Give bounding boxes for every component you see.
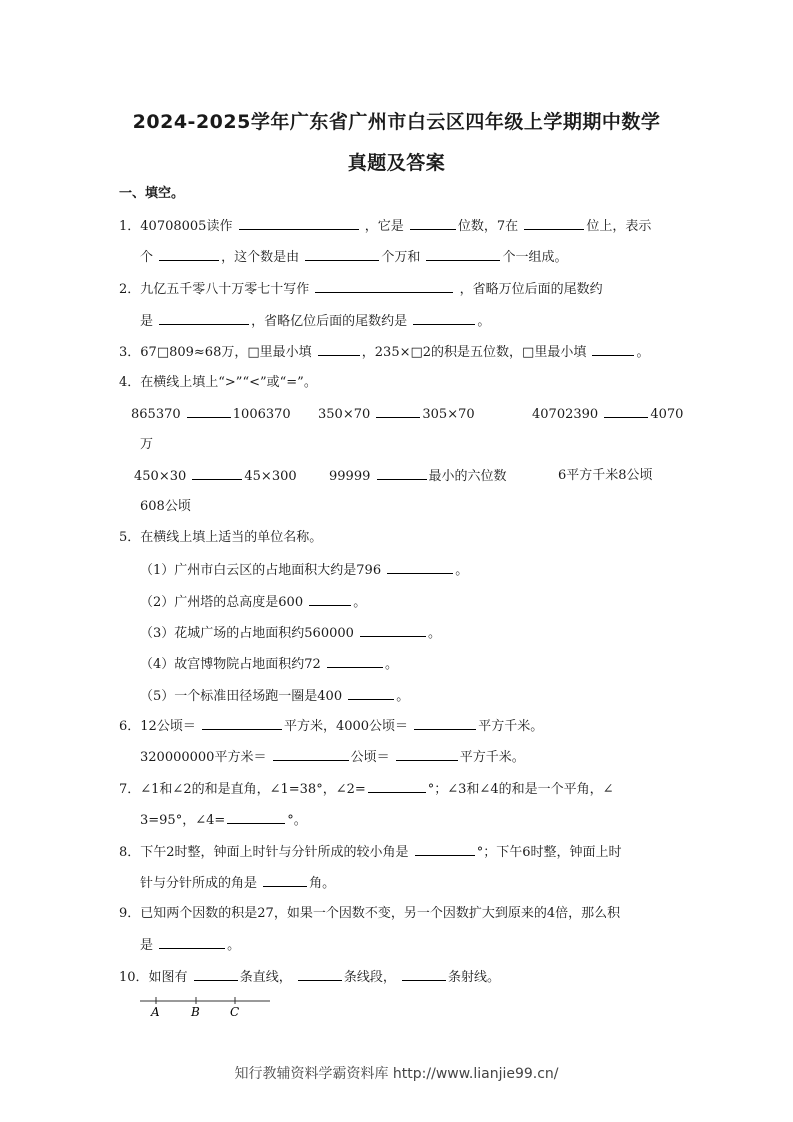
question-9-line2 (140, 936, 240, 955)
q1-text-g: 个万和 (381, 250, 421, 265)
answer-blank[interactable] (187, 405, 231, 418)
q10-text-d: 条射线。 (448, 970, 501, 985)
q10-text-a: 10．如图有 (119, 970, 188, 985)
q4-left-value: 40702390 (532, 407, 599, 422)
answer-blank[interactable] (604, 405, 648, 418)
q4-left-value: 350×70 (318, 407, 371, 422)
q1-text-d: 位上，表示 (586, 219, 652, 234)
q2-text-a: 2．九亿五千零八十万零七十写作 (119, 282, 310, 297)
q4-item-2 (318, 405, 475, 424)
answer-blank[interactable] (426, 248, 500, 261)
q5-sub-5 (140, 687, 409, 706)
question-8-line1 (119, 843, 621, 862)
answer-blank[interactable] (159, 312, 249, 325)
question-1-line2 (140, 248, 567, 267)
q3-text-a: 3．67□809≈68万，□里最小填 (119, 345, 312, 360)
q6-text-f: 平方千米。 (459, 750, 525, 765)
answer-blank[interactable] (327, 655, 383, 668)
q5-sub-text: （1）广州市白云区的占地面积大约是796 (140, 563, 382, 578)
q6-text-b: 平方米，4000公顷＝ (283, 719, 409, 734)
q1-text-b: ，它是 (364, 219, 404, 234)
answer-blank[interactable] (377, 467, 427, 480)
answer-blank[interactable] (413, 312, 475, 325)
period: 。 (428, 626, 442, 641)
q4-item-6: 6平方千米8公顷 (558, 468, 653, 483)
q10-text-b: 条直线， (239, 970, 292, 985)
q7-text-b: °；∠3和∠4的和是一个平角，∠ (427, 782, 614, 797)
q5-sub-text: （2）广州塔的总高度是600 (140, 595, 304, 610)
answer-blank[interactable] (159, 248, 219, 261)
q4-left-value: 865370 (131, 407, 181, 422)
q1-text-c: 位数，7在 (457, 219, 519, 234)
q4-item-3 (532, 405, 683, 424)
answer-blank[interactable] (202, 717, 282, 730)
q5-sub-text: （3）花城广场的占地面积约560000 (140, 626, 354, 641)
answer-blank[interactable] (524, 217, 584, 230)
answer-blank[interactable] (360, 624, 426, 637)
q6-text-a: 6．12公顷＝ (119, 719, 196, 734)
q6-text-c: 平方千米。 (478, 719, 544, 734)
answer-blank[interactable] (376, 405, 420, 418)
q4-item-6-wrap: 608公顷 (140, 499, 191, 514)
q5-sub-4 (140, 655, 398, 674)
answer-blank[interactable] (592, 343, 634, 356)
q4-left-value: 450×30 (134, 469, 187, 484)
question-6-line2 (140, 748, 525, 767)
answer-blank[interactable] (192, 467, 242, 480)
q7-text-c: 3=95°，∠4= (140, 813, 226, 828)
q4-right-value: 305×70 (422, 407, 475, 422)
q9-text-c: 。 (227, 938, 241, 953)
question-8-line2 (140, 874, 335, 893)
q5-sub-text: （5）一个标准田径场跑一圈是400 (140, 689, 343, 704)
question-9-line1: 9．已知两个因数的积是27，如果一个因数不变，另一个因数扩大到原来的4倍，那么积 (119, 906, 621, 921)
period: 。 (455, 563, 469, 578)
q1-text-h: 个一组成。 (502, 250, 568, 265)
question-7-line2 (140, 811, 307, 830)
period: 。 (396, 689, 410, 704)
answer-blank[interactable] (309, 593, 351, 606)
answer-blank[interactable] (194, 968, 238, 981)
q4-right-value: 最小的六位数 (428, 469, 507, 484)
q1-text-e: 个 (140, 250, 154, 265)
section-heading: 一、填空。 (119, 186, 185, 201)
line-figure (138, 996, 273, 1020)
q3-text-b: ，235×□2的积是五位数，□里最小填 (361, 345, 587, 360)
answer-blank[interactable] (239, 217, 359, 230)
page-title-line2: 真题及答案 (347, 152, 446, 174)
footer-watermark: 知行教辅资料学霸资料库 http://www.lianjie99.cn/ (234, 1066, 559, 1082)
period: 。 (353, 595, 367, 610)
q1-text-a: 1．40708005读作 (119, 219, 233, 234)
q4-item-5 (329, 467, 507, 486)
answer-blank[interactable] (414, 717, 476, 730)
q7-text-d: °。 (287, 813, 307, 828)
q4-item-1 (131, 405, 291, 424)
answer-blank[interactable] (368, 780, 426, 793)
answer-blank[interactable] (396, 748, 458, 761)
q4-item-4 (134, 467, 297, 486)
question-2-line2 (140, 312, 490, 331)
point-c-label: C (230, 1005, 240, 1019)
q2-text-e: 。 (477, 314, 491, 329)
q4-right-value: 45×300 (244, 469, 297, 484)
question-6-line1 (119, 717, 543, 736)
point-b-label: B (191, 1005, 200, 1019)
q2-text-c: 是 (140, 314, 154, 329)
q6-text-d: 320000000平方米＝ (140, 750, 267, 765)
q8-text-b: °；下午6时整，钟面上时 (476, 845, 622, 860)
q5-sub-1 (140, 561, 468, 580)
answer-blank[interactable] (159, 936, 225, 949)
q5-sub-2 (140, 593, 366, 612)
answer-blank[interactable] (305, 248, 379, 261)
answer-blank[interactable] (415, 843, 475, 856)
question-2-line1 (119, 280, 603, 299)
answer-blank[interactable] (387, 561, 453, 574)
q5-sub-text: （4）故宫博物院占地面积约72 (140, 657, 321, 672)
question-4-title: 4．在横线上填上“>”“<”或“=”。 (119, 375, 317, 390)
q4-item-3-wrap: 万 (140, 437, 154, 452)
answer-blank[interactable] (402, 968, 446, 981)
q2-text-b: ，省略万位后面的尾数约 (459, 282, 603, 297)
answer-blank[interactable] (410, 217, 456, 230)
period: 。 (384, 657, 398, 672)
answer-blank[interactable] (318, 343, 360, 356)
q8-text-c: 针与分针所成的角是 (140, 876, 258, 891)
answer-blank[interactable] (263, 874, 307, 887)
q4-right-value: 4070 (650, 407, 684, 422)
answer-blank[interactable] (227, 811, 285, 824)
q5-sub-3 (140, 624, 441, 643)
answer-blank[interactable] (273, 748, 349, 761)
q1-text-f: ，这个数是由 (221, 250, 300, 265)
q8-text-d: 角。 (309, 876, 336, 891)
answer-blank[interactable] (298, 968, 342, 981)
answer-blank[interactable] (315, 280, 453, 293)
question-1-line1 (119, 217, 651, 236)
point-a-label: A (151, 1005, 160, 1019)
q7-text-a: 7．∠1和∠2的和是直角，∠1=38°，∠2= (119, 782, 366, 797)
question-7-line1 (119, 780, 614, 799)
question-10 (119, 968, 500, 987)
page-title: 2024-2025学年广东省广州市白云区四年级上学期期中数学 (132, 111, 661, 133)
q9-text-b: 是 (140, 938, 154, 953)
q10-text-c: 条线段， (343, 970, 396, 985)
answer-blank[interactable] (348, 687, 394, 700)
question-5-title: 5．在横线上填上适当的单位名称。 (119, 530, 323, 545)
q3-text-c: 。 (636, 345, 650, 360)
q8-text-a: 8．下午2时整，钟面上时针与分针所成的较小角是 (119, 845, 409, 860)
q2-text-d: ，省略亿位后面的尾数约是 (251, 314, 408, 329)
q6-text-e: 公顷＝ (350, 750, 390, 765)
q4-left-value: 99999 (329, 469, 371, 484)
q4-right-value: 1006370 (232, 407, 291, 422)
question-3 (119, 343, 649, 362)
